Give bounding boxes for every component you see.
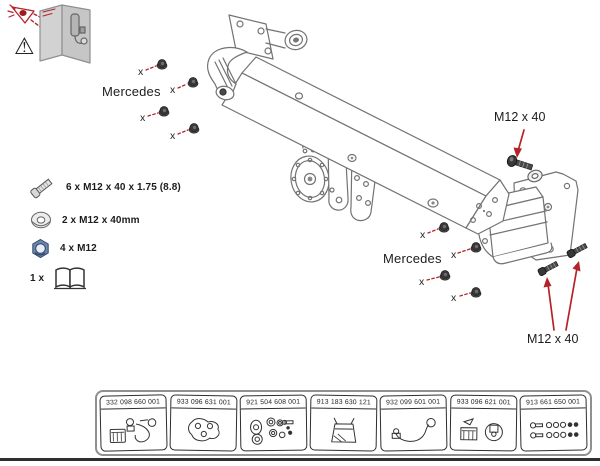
warning-triangle-icon: ⚠ (14, 33, 35, 59)
bag-icon (316, 413, 370, 446)
part-number-strip (95, 390, 592, 456)
part-card (99, 394, 167, 451)
bracket-plate-icon (176, 413, 231, 446)
part-number: 332 098 660 001 (105, 398, 161, 407)
part-number: 913 661 650 001 (526, 398, 581, 407)
mercedes-label-left: Mercedes (102, 84, 161, 99)
washer-icon (28, 208, 54, 232)
part-card (310, 394, 378, 451)
parts-list-text: 1 x (30, 273, 45, 284)
x-marker: x (170, 130, 176, 142)
parts-list-text: 6 x M12 x 40 x 1.75 (8.8) (66, 181, 181, 193)
x-marker: x (419, 276, 425, 288)
towball-arm-icon (386, 413, 441, 446)
part-number: 933 096 631 001 (176, 398, 231, 407)
parts-list-row-washers (28, 208, 140, 232)
part-card (170, 394, 238, 451)
parts-list-row-bolts (28, 172, 181, 202)
m12x40-label-bottom: M12 x 40 (527, 332, 579, 346)
x-marker: x (420, 229, 426, 241)
cover-parts-icon (456, 413, 510, 446)
fastener-set-icon (246, 413, 300, 446)
bolt-bottom-left (537, 260, 558, 276)
part-card (380, 394, 448, 451)
part-card (240, 395, 308, 452)
part-number: 932 099 601 001 (386, 398, 441, 407)
small-fasteners-icon (526, 413, 581, 446)
towbar-kit-icon (106, 413, 161, 446)
bottom-rule (0, 458, 600, 461)
parts-list-text: 2 x M12 x 40mm (62, 214, 140, 226)
manual-icon (52, 265, 88, 292)
part-card (450, 395, 518, 452)
x-marker: x (170, 84, 176, 96)
x-marker: x (451, 249, 457, 261)
mercedes-label-right: Mercedes (383, 251, 442, 266)
x-marker: x (138, 66, 144, 78)
parts-list-row-manual (30, 265, 88, 292)
part-number: 921 504 608 001 (246, 398, 301, 407)
part-card (519, 394, 587, 451)
x-marker: x (451, 292, 457, 304)
bolt-top (506, 154, 534, 173)
x-marker: x (140, 112, 146, 124)
nut-icon (29, 237, 52, 260)
m12x40-label-top: M12 x 40 (494, 110, 546, 124)
part-number: 913 183 630 121 (316, 398, 371, 407)
parts-list-row-nuts (29, 237, 97, 260)
parts-list-text: 4 x M12 (60, 243, 97, 254)
part-number: 933 096 621 001 (456, 398, 511, 407)
bolt-icon (28, 172, 58, 202)
